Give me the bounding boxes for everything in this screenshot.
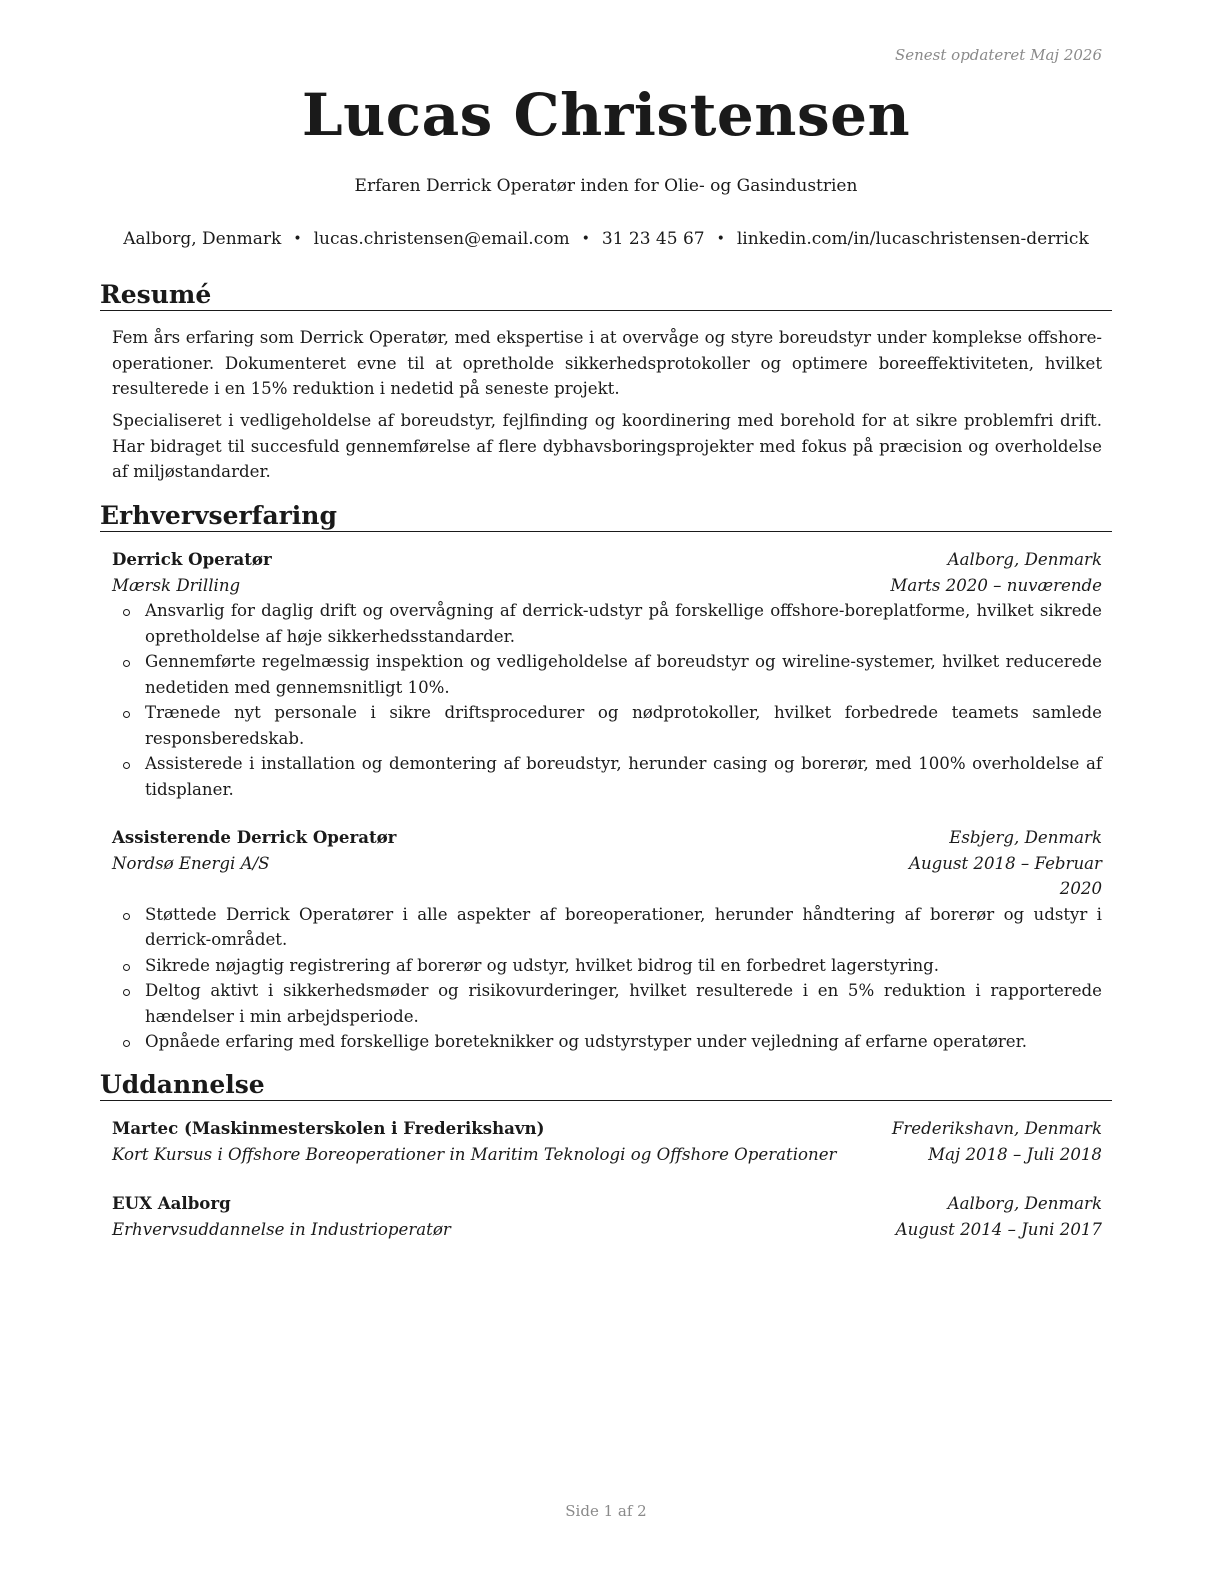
headline: Erfaren Derrick Operatør inden for Olie- og Gasindustrien xyxy=(354,176,858,196)
job-dates: Marts 2020 – nuværende xyxy=(890,575,1102,595)
school-program: Kort Kursus i Offshore Boreoperationer in Maritim Teknologi og Offshore Operationer xyxy=(112,1144,837,1164)
job-company: Mærsk Drilling xyxy=(112,575,241,595)
summary-paragraph: Specialiseret i vedligeholdelse af boreudstyr, fejlfinding og koordinering med borehold for at sikre problemfri drift. Har bidraget til succesfuld gennemførelse af flere dybhavsboringsprojekter med fokus på præcision og overholdelse af miljøstandarder. xyxy=(112,411,1102,481)
resume-page xyxy=(100,0,1112,1584)
bullet-separator: • xyxy=(293,231,302,247)
job-company: Nordsø Energi A/S xyxy=(112,853,270,873)
list-item: Deltog aktivt i sikkerhedsmøder og risikovurderinger, hvilket resulterede i en 5% reduktion i rapporterede hændelser i min arbejdsperiode. xyxy=(112,978,1102,1029)
school-location: Frederikshavn, Denmark xyxy=(891,1119,1102,1138)
section-title-experience: Erhvervserfaring xyxy=(100,501,1112,532)
list-item: Sikrede nøjagtig registrering af borerør og udstyr, hvilket bidrog til en forbedret lagerstyring. xyxy=(112,953,1102,979)
job-role: Assisterende Derrick Operatør xyxy=(112,827,397,847)
list-item: Støttede Derrick Operatører i alle aspekter af boreoperationer, herunder håndtering af borerør og udstyr i derrick-området. xyxy=(112,902,1102,953)
list-item: Ansvarlig for daglig drift og overvågning af derrick-udstyr på forskellige offshore-boreplatforme, hvilket sikrede opretholdelse af høje sikkerhedsstandarder. xyxy=(112,598,1102,649)
job-entry xyxy=(112,547,1102,802)
section-title-education: Uddannelse xyxy=(100,1070,1112,1101)
school-location: Aalborg, Denmark xyxy=(947,1194,1102,1213)
job-location: Esbjerg, Denmark xyxy=(949,828,1102,847)
list-item: Opnåede erfaring med forskellige boreteknikker og udstyrstyper under vejledning af erfarne operatører. xyxy=(112,1029,1102,1055)
contact-phone: 31 23 45 67 xyxy=(601,229,705,249)
school-program: Erhvervsuddannelse in Industrioperatør xyxy=(112,1219,451,1239)
contact-email[interactable]: lucas.christensen@email.com xyxy=(313,229,570,249)
education-entry xyxy=(112,1191,1102,1242)
job-dates: August 2018 – Februar 2020 xyxy=(908,853,1102,898)
contact-linkedin[interactable]: linkedin.com/in/lucaschristensen-derrick xyxy=(736,229,1089,249)
summary-paragraph: Fem års erfaring som Derrick Operatør, med ekspertise i at overvåge og styre boreudstyr under komplekse offshore-operationer. Dokumenteret evne til at opretholde sikkerhedsprotokoller og optimere boreeffektiviteten, hvilket resulterede i en 15% reduktion i nedetid på seneste projekt. xyxy=(112,328,1102,398)
candidate-name: Lucas Christensen xyxy=(301,81,911,149)
job-entry xyxy=(112,825,1102,1055)
job-bullets xyxy=(112,598,1102,802)
bullet-separator: • xyxy=(716,231,725,247)
list-item: Trænede nyt personale i sikre driftsprocedurer og nødprotokoller, hvilket forbedrede teamets samlede responsberedskab. xyxy=(112,700,1102,751)
page-number: Side 1 af 2 xyxy=(565,1502,647,1520)
bullet-separator: • xyxy=(581,231,590,247)
list-item: Gennemførte regelmæssig inspektion og vedligeholdelse af boreudstyr og wireline-systemer, hvilket reducerede nedetiden med gennemsnitligt 10%. xyxy=(112,649,1102,700)
job-location: Aalborg, Denmark xyxy=(947,550,1102,569)
job-bullets xyxy=(112,902,1102,1055)
contact-location: Aalborg, Denmark xyxy=(123,229,282,249)
education-entry xyxy=(112,1116,1102,1167)
school-dates: Maj 2018 – Juli 2018 xyxy=(928,1144,1102,1164)
job-role: Derrick Operatør xyxy=(112,549,272,569)
contact-line xyxy=(100,229,1112,249)
section-title-summary: Resumé xyxy=(100,280,1112,311)
last-updated: Senest opdateret Maj 2026 xyxy=(894,46,1102,64)
school-name: Martec (Maskinmesterskolen i Frederikshavn) xyxy=(112,1118,545,1138)
school-dates: August 2014 – Juni 2017 xyxy=(895,1219,1102,1239)
list-item: Assisterede i installation og demontering af boreudstyr, herunder casing og borerør, med 100% overholdelse af tidsplaner. xyxy=(112,751,1102,802)
school-name: EUX Aalborg xyxy=(112,1193,231,1213)
